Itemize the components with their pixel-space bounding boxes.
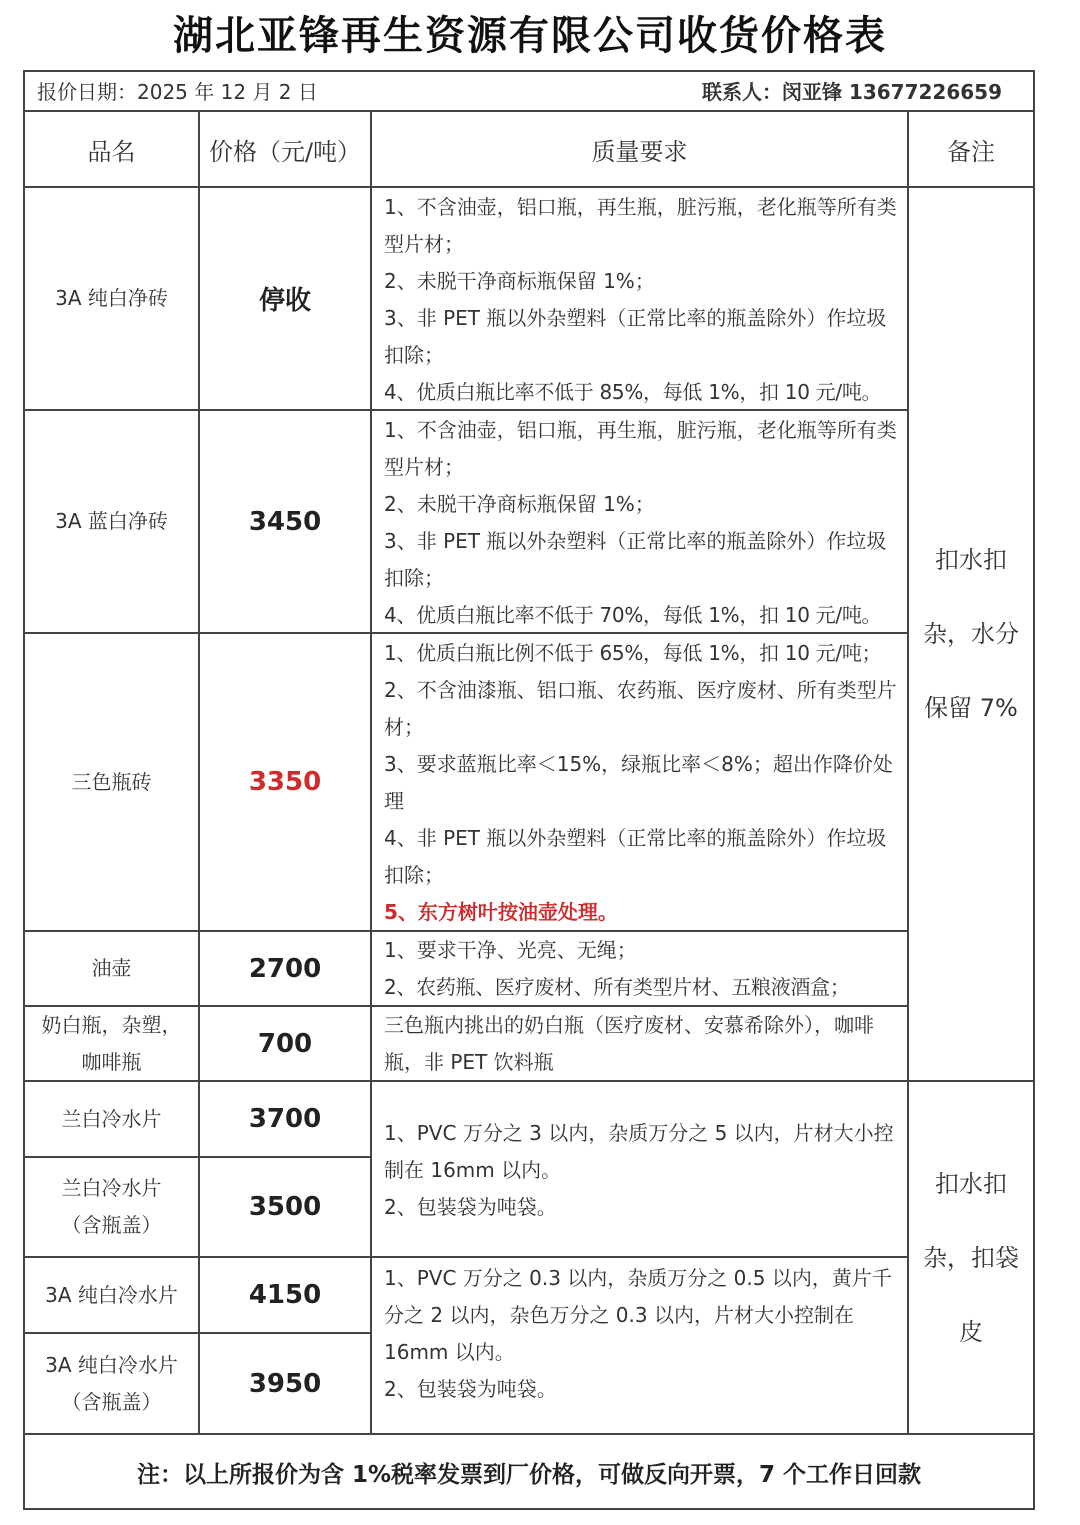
divider — [370, 110, 372, 1433]
product-name — [25, 1007, 198, 1080]
product-name-line: 咖啡瓶 — [81, 1049, 142, 1074]
product-name-line: （含瓶盖） — [61, 1213, 162, 1237]
product-price: 停收 — [258, 286, 311, 316]
quality-line: 3、要求蓝瓶比率＜15%，绿瓶比率＜8%；超出作降价处理 — [384, 752, 893, 813]
quality-line: 2、农药瓶、医疗废材、所有类型片材、五粮液酒盒； — [384, 975, 850, 999]
contact-info: 联系人：闵亚锋 13677226659 — [701, 80, 1002, 104]
quality-line: 1、PVC 万分之 3 以内，杂质万分之 5 以内，片材大小控制在 16mm 以内。 — [384, 1121, 894, 1182]
quality-line: 2、未脱干净商标瓶保留 1%； — [384, 269, 655, 293]
product-name: 油壶 — [91, 956, 132, 980]
product-price: 4150 — [248, 1280, 322, 1310]
header-remark: 备注 — [947, 137, 995, 166]
quality-requirements — [384, 635, 898, 931]
product-price: 3500 — [248, 1192, 322, 1222]
quality-line: 2、不含油漆瓶、铝口瓶、农药瓶、医疗废材、所有类型片材； — [384, 678, 897, 739]
quality-line: 2、包装袋为吨袋。 — [384, 1195, 557, 1219]
footer-note: 注：以上所报价为含 1%税率发票到厂价格，可做反向开票，7 个工作日回款 — [136, 1461, 922, 1488]
quality-requirements — [384, 1260, 898, 1408]
product-name: 兰白冷水片 — [61, 1106, 162, 1131]
quality-requirements — [384, 412, 898, 634]
quality-line-number: 5、 — [384, 900, 418, 924]
quality-line: 2、包装袋为吨袋。 — [384, 1377, 557, 1401]
product-name: 3A 蓝白净砖 — [55, 509, 168, 533]
quality-line: 1、不含油壶，铝口瓶，再生瓶，脏污瓶，老化瓶等所有类型片材； — [384, 418, 897, 479]
product-price: 2700 — [248, 953, 322, 984]
quality-requirements — [384, 1115, 898, 1226]
product-name-line: （含瓶盖） — [61, 1389, 162, 1414]
product-name-line: 3A 纯白冷水片 — [45, 1352, 178, 1377]
quote-date: 报价日期：2025 年 12 月 2 日 — [37, 80, 318, 104]
product-name: 3A 纯白冷水片 — [45, 1282, 178, 1307]
quality-line: 1、PVC 万分之 0.3 以内，杂质万分之 0.5 以内，黄片千分之 2 以内，杂色万分之 0.3 以内，片材大小控制在 16mm 以内。 — [384, 1266, 892, 1364]
quality-line: 2、未脱干净商标瓶保留 1%； — [384, 492, 655, 516]
product-price: 3350 — [248, 767, 322, 797]
divider — [23, 1433, 1035, 1435]
product-name — [25, 1158, 198, 1256]
divider — [907, 110, 909, 1433]
quality-line: 1、优质白瓶比例不低于 65%，每低 1%，扣 10 元/吨； — [384, 641, 882, 665]
quality-line: 3、非 PET 瓶以外杂塑料（正常比率的瓶盖除外）作垃圾扣除； — [384, 306, 887, 367]
quality-requirements — [384, 1007, 898, 1081]
remark-deduction: 扣水扣杂，扣袋皮 — [923, 1169, 1019, 1346]
remark-deduction: 扣水扣杂，水分保留 7% — [923, 546, 1019, 722]
product-name-line: 奶白瓶，杂塑， — [41, 1012, 182, 1037]
header-quality: 质量要求 — [591, 137, 688, 166]
quality-line — [384, 894, 898, 931]
product-name: 3A 纯白净砖 — [55, 286, 168, 310]
quality-line: 4、非 PET 瓶以外杂塑料（正常比率的瓶盖除外）作垃圾扣除； — [384, 826, 887, 887]
product-name-line: 兰白冷水片 — [61, 1176, 162, 1200]
product-price: 700 — [257, 1028, 313, 1059]
quality-line: 4、优质白瓶比率不低于 85%，每低 1%，扣 10 元/吨。 — [384, 380, 882, 404]
quality-line: 三色瓶内挑出的奶白瓶（医疗废材、安慕希除外），咖啡瓶，非 PET 饮料瓶 — [384, 1013, 874, 1074]
quality-requirements — [384, 189, 898, 411]
quality-line: 3、非 PET 瓶以外杂塑料（正常比率的瓶盖除外）作垃圾扣除； — [384, 529, 887, 590]
highlight-text: 东方树叶按油壶处理。 — [417, 900, 618, 924]
quality-requirements — [384, 932, 898, 1006]
quality-line: 4、优质白瓶比率不低于 70%，每低 1%，扣 10 元/吨。 — [384, 603, 882, 627]
quality-line: 1、不含油壶，铝口瓶，再生瓶，脏污瓶，老化瓶等所有类型片材； — [384, 195, 897, 256]
header-name: 品名 — [87, 137, 136, 166]
product-price: 3950 — [248, 1368, 322, 1399]
product-name: 三色瓶砖 — [71, 769, 152, 794]
product-name — [25, 1334, 198, 1433]
header-price: 价格（元/吨） — [208, 137, 362, 166]
product-price: 3450 — [248, 506, 322, 537]
quality-line: 1、要求干净、光亮、无绳； — [384, 938, 637, 962]
product-price: 3700 — [248, 1104, 322, 1134]
page-title: 湖北亚锋再生资源有限公司收货价格表 — [173, 13, 887, 59]
